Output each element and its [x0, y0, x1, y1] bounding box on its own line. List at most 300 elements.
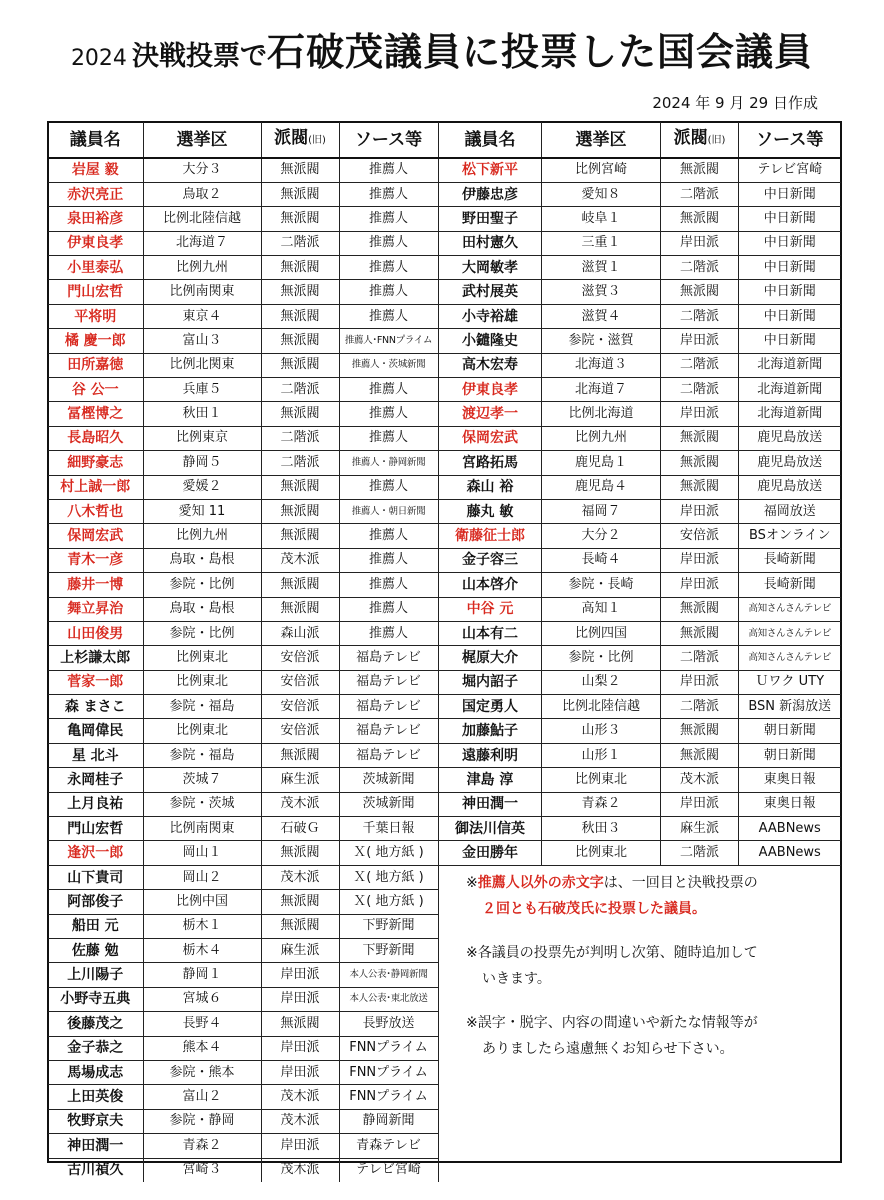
source: 中日新聞 — [739, 280, 841, 304]
member-name: 田村憲久 — [439, 231, 542, 255]
table-row — [439, 621, 841, 645]
member-name: 伊東良孝 — [48, 231, 143, 255]
page-title — [0, 24, 884, 88]
table-row — [439, 646, 841, 670]
faction: 二階派 — [661, 695, 739, 719]
table-row — [439, 670, 841, 694]
table-row — [439, 378, 841, 402]
source: 本人公表･静岡新聞 — [339, 963, 438, 987]
faction: 二階派 — [661, 182, 739, 206]
district: 秋田３ — [542, 817, 661, 841]
header-district: 選挙区 — [143, 122, 261, 158]
faction: 無派閥 — [261, 182, 339, 206]
member-name: 藤井一博 — [48, 573, 143, 597]
member-name: 古川禎久 — [48, 1158, 143, 1182]
member-name: 保岡宏武 — [48, 524, 143, 548]
table-row — [48, 524, 438, 548]
member-name: 青木一彦 — [48, 548, 143, 572]
source: 推薦人 — [339, 524, 438, 548]
table-row — [439, 841, 841, 865]
faction: 茂木派 — [261, 1158, 339, 1182]
member-name: 細野豪志 — [48, 451, 143, 475]
faction: 無派閥 — [661, 621, 739, 645]
district: 東京４ — [143, 304, 261, 328]
table-row — [439, 475, 841, 499]
faction: 無派閥 — [261, 573, 339, 597]
table-row — [439, 353, 841, 377]
district: 岡山２ — [143, 865, 261, 889]
district: 秋田１ — [143, 402, 261, 426]
source: 北海道新聞 — [739, 353, 841, 377]
source: 推薦人・静岡新聞 — [339, 451, 438, 475]
right-table-body — [439, 158, 841, 865]
table-row — [48, 939, 438, 963]
faction: 無派閥 — [261, 524, 339, 548]
member-name: 亀岡偉民 — [48, 719, 143, 743]
member-name: 森 まさこ — [48, 695, 143, 719]
source: Ｘ( 地方紙 ) — [339, 890, 438, 914]
district: 茨城７ — [143, 768, 261, 792]
district: 比例東北 — [542, 768, 661, 792]
member-name: 金子容三 — [439, 548, 542, 572]
member-name: 村上誠一郎 — [48, 475, 143, 499]
source: 静岡新聞 — [339, 1109, 438, 1133]
district: 滋賀３ — [542, 280, 661, 304]
table-row — [48, 353, 438, 377]
source: 福島テレビ — [339, 719, 438, 743]
table-row — [48, 890, 438, 914]
faction: 岸田派 — [261, 1060, 339, 1084]
source: 推薦人 — [339, 182, 438, 206]
source: AABNews — [739, 817, 841, 841]
faction: 無派閥 — [261, 914, 339, 938]
table-row — [48, 1012, 438, 1036]
member-name: 長島昭久 — [48, 426, 143, 450]
faction: 無派閥 — [261, 207, 339, 231]
source: テレビ宮崎 — [739, 158, 841, 182]
faction: 二階派 — [661, 353, 739, 377]
faction: 安倍派 — [261, 646, 339, 670]
district: 宮崎３ — [143, 1158, 261, 1182]
faction: 岸田派 — [661, 573, 739, 597]
member-name: 阿部俊子 — [48, 890, 143, 914]
table-row — [439, 304, 841, 328]
table-row — [439, 743, 841, 767]
table-row — [48, 817, 438, 841]
table-row — [48, 1085, 438, 1109]
title-part1: 決戦投票で — [132, 41, 268, 72]
faction: 岸田派 — [261, 963, 339, 987]
member-name: 菅家一郎 — [48, 670, 143, 694]
source: 推薦人 — [339, 597, 438, 621]
source: 北海道新聞 — [739, 402, 841, 426]
faction: 岸田派 — [661, 499, 739, 523]
district: 参院・比例 — [143, 621, 261, 645]
faction: 無派閥 — [261, 475, 339, 499]
table-row — [48, 182, 438, 206]
table-row — [48, 451, 438, 475]
source: 高知さんさんテレビ — [739, 621, 841, 645]
source: Ｘ( 地方紙 ) — [339, 841, 438, 865]
faction: 石破Ｇ — [261, 817, 339, 841]
faction: 茂木派 — [261, 1085, 339, 1109]
district: 鳥取・島根 — [143, 597, 261, 621]
title-part2: 石破茂議員に投票した国会議員 — [267, 30, 814, 74]
source: 推薦人 — [339, 573, 438, 597]
district: 参院・茨城 — [143, 792, 261, 816]
district: 愛知８ — [542, 182, 661, 206]
member-name: 伊藤忠彦 — [439, 182, 542, 206]
member-name: 衛藤征士郎 — [439, 524, 542, 548]
faction: 二階派 — [261, 231, 339, 255]
district: 山梨２ — [542, 670, 661, 694]
note-red-text: ※推薦人以外の赤文字は、一回目と決戦投票の ２回とも石破茂氏に投票した議員。 — [466, 875, 758, 917]
member-name: 上田英俊 — [48, 1085, 143, 1109]
source: 本人公表･東北放送 — [339, 987, 438, 1011]
faction: 二階派 — [661, 646, 739, 670]
member-name: 小寺裕雄 — [439, 304, 542, 328]
district: 参院・長崎 — [542, 573, 661, 597]
district: 参院・熊本 — [143, 1060, 261, 1084]
source: 推薦人・朝日新聞 — [339, 499, 438, 523]
table-row — [48, 792, 438, 816]
district: 静岡５ — [143, 451, 261, 475]
district: 岐阜１ — [542, 207, 661, 231]
table-row — [439, 695, 841, 719]
source: 朝日新聞 — [739, 719, 841, 743]
member-name: 馬場成志 — [48, 1060, 143, 1084]
table-row — [439, 499, 841, 523]
district: 鳥取・島根 — [143, 548, 261, 572]
member-name: 小鑓隆史 — [439, 329, 542, 353]
member-name: 津島 淳 — [439, 768, 542, 792]
table-row — [48, 256, 438, 280]
source: 福島テレビ — [339, 743, 438, 767]
header-name: 議員名 — [48, 122, 143, 158]
table-row — [439, 451, 841, 475]
table-row — [439, 524, 841, 548]
faction: 安倍派 — [661, 524, 739, 548]
header-source: ソース等 — [739, 122, 841, 158]
district: 比例東京 — [143, 426, 261, 450]
faction: 岸田派 — [661, 548, 739, 572]
member-name: 冨樫博之 — [48, 402, 143, 426]
table-row — [48, 304, 438, 328]
member-name: 御法川信英 — [439, 817, 542, 841]
member-name: 武村展英 — [439, 280, 542, 304]
source: 長崎新聞 — [739, 548, 841, 572]
table-row — [48, 865, 438, 889]
member-name: 船田 元 — [48, 914, 143, 938]
district: 比例東北 — [143, 670, 261, 694]
source: 長野放送 — [339, 1012, 438, 1036]
district: 熊本４ — [143, 1036, 261, 1060]
district: 比例九州 — [143, 524, 261, 548]
source: 推薦人 — [339, 378, 438, 402]
district: 大分３ — [143, 158, 261, 182]
faction: 二階派 — [661, 304, 739, 328]
district: 宮城６ — [143, 987, 261, 1011]
district: 愛知 11 — [143, 499, 261, 523]
faction: 麻生派 — [661, 817, 739, 841]
district: 参院・福島 — [143, 695, 261, 719]
source: 中日新聞 — [739, 256, 841, 280]
table-row — [48, 378, 438, 402]
member-name: 堀内詔子 — [439, 670, 542, 694]
source: 推薦人 — [339, 621, 438, 645]
district: 比例北陸信越 — [143, 207, 261, 231]
member-name: 中谷 元 — [439, 597, 542, 621]
district: 参院・比例 — [143, 573, 261, 597]
member-name: 岩屋 毅 — [48, 158, 143, 182]
note-corrections: ※誤字・脱字、内容の間違いや新たな情報等が ありましたら遠慮無くお知らせ下さい。 — [466, 1015, 758, 1057]
source: 推薦人 — [339, 158, 438, 182]
source: FNNプライム — [339, 1060, 438, 1084]
source: 福島テレビ — [339, 646, 438, 670]
district: 滋賀１ — [542, 256, 661, 280]
source: 推薦人 — [339, 548, 438, 572]
member-name: 山下貴司 — [48, 865, 143, 889]
member-name: 後藤茂之 — [48, 1012, 143, 1036]
district: 長野４ — [143, 1012, 261, 1036]
district: 比例北陸信越 — [542, 695, 661, 719]
member-name: 赤沢亮正 — [48, 182, 143, 206]
member-name: 伊東良孝 — [439, 378, 542, 402]
table-row — [439, 792, 841, 816]
district: 兵庫５ — [143, 378, 261, 402]
table-row — [48, 743, 438, 767]
district: 愛媛２ — [143, 475, 261, 499]
table-row — [48, 621, 438, 645]
header-faction: 派閥(旧) — [661, 122, 739, 158]
faction: 安倍派 — [261, 719, 339, 743]
table-row — [48, 402, 438, 426]
faction: 岸田派 — [661, 792, 739, 816]
table-row — [48, 1060, 438, 1084]
district: 比例東北 — [143, 646, 261, 670]
member-name: 平将明 — [48, 304, 143, 328]
member-name: 高木宏寿 — [439, 353, 542, 377]
faction: 無派閥 — [661, 426, 739, 450]
faction: 岸田派 — [661, 329, 739, 353]
table-row — [48, 573, 438, 597]
district: 青森２ — [542, 792, 661, 816]
district: 高知１ — [542, 597, 661, 621]
faction: 無派閥 — [661, 743, 739, 767]
source: 中日新聞 — [739, 207, 841, 231]
source: 北海道新聞 — [739, 378, 841, 402]
faction: 安倍派 — [261, 670, 339, 694]
faction: 茂木派 — [661, 768, 739, 792]
district: 比例北関東 — [143, 353, 261, 377]
district: 比例南関東 — [143, 817, 261, 841]
member-name: 逢沢一郎 — [48, 841, 143, 865]
faction: 麻生派 — [261, 768, 339, 792]
source: 長崎新聞 — [739, 573, 841, 597]
faction: 二階派 — [261, 426, 339, 450]
member-name: 橘 慶一郎 — [48, 329, 143, 353]
district: 比例四国 — [542, 621, 661, 645]
district: 山形１ — [542, 743, 661, 767]
table-row — [48, 1036, 438, 1060]
member-name: 遠藤利明 — [439, 743, 542, 767]
faction: 茂木派 — [261, 548, 339, 572]
table-row — [439, 768, 841, 792]
faction: 無派閥 — [261, 353, 339, 377]
faction: 無派閥 — [261, 329, 339, 353]
member-name: 門山宏哲 — [48, 280, 143, 304]
district: 大分２ — [542, 524, 661, 548]
district: 参院・静岡 — [143, 1109, 261, 1133]
header-faction: 派閥(旧) — [261, 122, 339, 158]
district: 参院・比例 — [542, 646, 661, 670]
member-name: 星 北斗 — [48, 743, 143, 767]
table-row — [48, 914, 438, 938]
faction: 無派閥 — [261, 841, 339, 865]
faction: 森山派 — [261, 621, 339, 645]
faction: 無派閥 — [661, 158, 739, 182]
source: 推薦人 — [339, 231, 438, 255]
source: 推薦人・茨城新聞 — [339, 353, 438, 377]
district: 北海道７ — [542, 378, 661, 402]
source: 福岡放送 — [739, 499, 841, 523]
table-row — [48, 695, 438, 719]
created-date: 2024 年 9 月 29 日作成 — [652, 94, 818, 112]
source: 推薦人 — [339, 402, 438, 426]
source: 福島テレビ — [339, 695, 438, 719]
member-name: 大岡敏孝 — [439, 256, 542, 280]
table-row — [439, 231, 841, 255]
table-row — [48, 768, 438, 792]
faction: 二階派 — [661, 256, 739, 280]
table-row — [439, 426, 841, 450]
district: 青森２ — [143, 1134, 261, 1158]
table-row — [48, 646, 438, 670]
member-name: 上川陽子 — [48, 963, 143, 987]
faction: 無派閥 — [261, 280, 339, 304]
source: AABNews — [739, 841, 841, 865]
table-row — [439, 329, 841, 353]
source: 東奥日報 — [739, 792, 841, 816]
table-row — [439, 597, 841, 621]
table-row — [48, 158, 438, 182]
faction: 無派閥 — [261, 499, 339, 523]
source: Ｘ( 地方紙 ) — [339, 865, 438, 889]
source: 高知さんさんテレビ — [739, 646, 841, 670]
table-row — [48, 231, 438, 255]
faction: 岸田派 — [261, 1134, 339, 1158]
faction: 無派閥 — [661, 719, 739, 743]
district: 栃木４ — [143, 939, 261, 963]
member-name: 国定勇人 — [439, 695, 542, 719]
faction: 岸田派 — [261, 1036, 339, 1060]
district: 比例北海道 — [542, 402, 661, 426]
district: 比例中国 — [143, 890, 261, 914]
source: 中日新聞 — [739, 304, 841, 328]
table-row — [439, 719, 841, 743]
table-row — [48, 597, 438, 621]
table-row — [439, 548, 841, 572]
table-row — [48, 329, 438, 353]
header-source: ソース等 — [339, 122, 438, 158]
member-name: 金子恭之 — [48, 1036, 143, 1060]
faction: 無派閥 — [261, 1012, 339, 1036]
table-row — [48, 1158, 438, 1182]
district: 参院・福島 — [143, 743, 261, 767]
member-name: 小里泰弘 — [48, 256, 143, 280]
member-name: 泉田裕彦 — [48, 207, 143, 231]
member-name: 牧野京夫 — [48, 1109, 143, 1133]
member-name: 金田勝年 — [439, 841, 542, 865]
right-table — [438, 122, 841, 866]
table-row — [439, 573, 841, 597]
source: 鹿児島放送 — [739, 451, 841, 475]
table-row — [48, 1109, 438, 1133]
title-year: 2024 — [70, 46, 127, 71]
table-row — [48, 670, 438, 694]
district: 比例宮崎 — [542, 158, 661, 182]
source: FNNプライム — [339, 1036, 438, 1060]
table-row — [439, 817, 841, 841]
source: 茨城新聞 — [339, 792, 438, 816]
table-row — [48, 280, 438, 304]
faction: 茂木派 — [261, 865, 339, 889]
table-row — [48, 426, 438, 450]
member-name: 上杉謙太郎 — [48, 646, 143, 670]
table-row — [439, 158, 841, 182]
district: 静岡１ — [143, 963, 261, 987]
district: 鹿児島１ — [542, 451, 661, 475]
faction: 無派閥 — [261, 256, 339, 280]
district: 岡山１ — [143, 841, 261, 865]
table-row — [439, 402, 841, 426]
table-row — [48, 719, 438, 743]
district: 北海道３ — [542, 353, 661, 377]
faction: 二階派 — [261, 451, 339, 475]
district: 栃木１ — [143, 914, 261, 938]
member-name: 永岡桂子 — [48, 768, 143, 792]
left-table-body — [48, 158, 438, 1182]
source: 推薦人 — [339, 280, 438, 304]
source: 東奥日報 — [739, 768, 841, 792]
source: 千葉日報 — [339, 817, 438, 841]
source: 鹿児島放送 — [739, 475, 841, 499]
table-row — [48, 207, 438, 231]
district: 比例東北 — [143, 719, 261, 743]
source: BSN 新潟放送 — [739, 695, 841, 719]
district: 山形３ — [542, 719, 661, 743]
district: 比例九州 — [542, 426, 661, 450]
table-row — [48, 548, 438, 572]
table-row — [439, 280, 841, 304]
source: 鹿児島放送 — [739, 426, 841, 450]
district: 富山２ — [143, 1085, 261, 1109]
source: 福島テレビ — [339, 670, 438, 694]
district: 滋賀４ — [542, 304, 661, 328]
faction: 茂木派 — [261, 1109, 339, 1133]
header-name: 議員名 — [439, 122, 542, 158]
note-update: ※各議員の投票先が判明し次第、随時追加して いきます。 — [466, 945, 758, 987]
faction: 無派閥 — [261, 743, 339, 767]
table-row — [48, 475, 438, 499]
table-row — [48, 987, 438, 1011]
member-name: 神田潤一 — [48, 1134, 143, 1158]
table-row — [439, 207, 841, 231]
source: 茨城新聞 — [339, 768, 438, 792]
member-name: 谷 公一 — [48, 378, 143, 402]
source: Ｕワク UTY — [739, 670, 841, 694]
member-name: 舞立昇治 — [48, 597, 143, 621]
